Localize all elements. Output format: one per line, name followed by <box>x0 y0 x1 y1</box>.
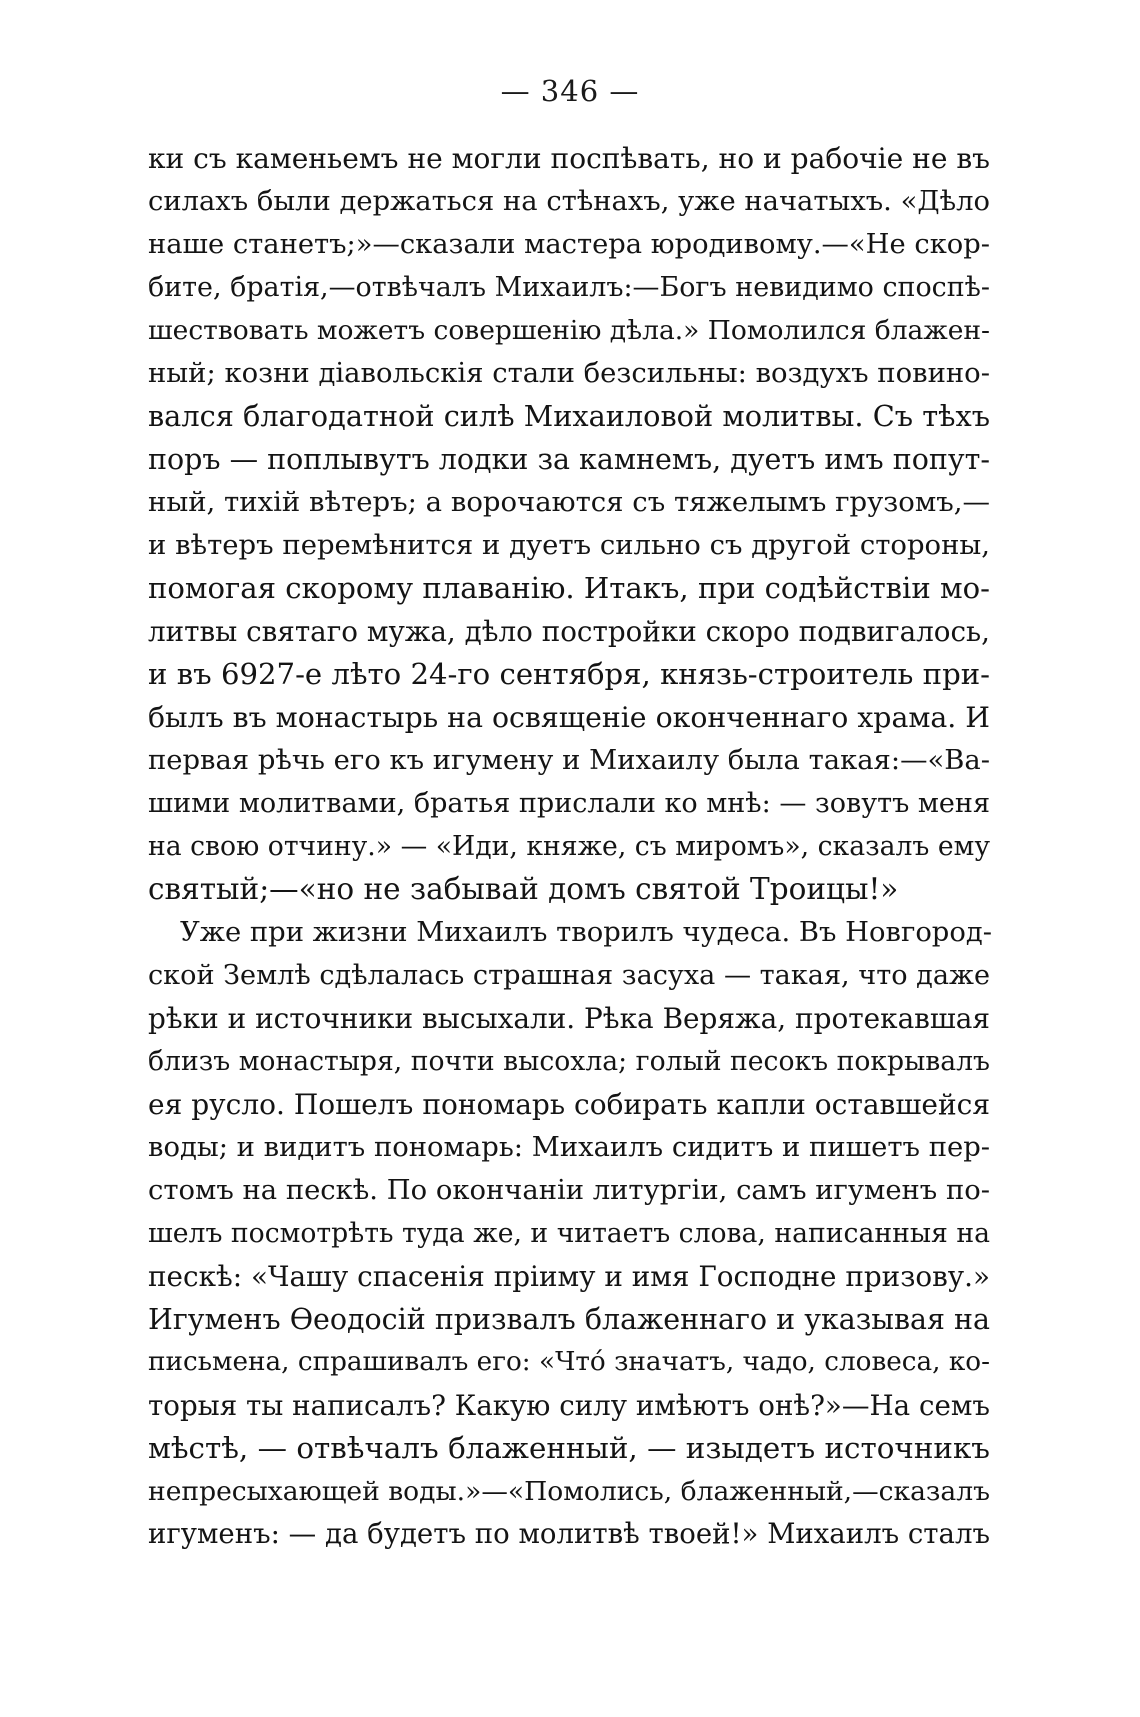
text-line: пескѣ: «Чашу спасенія пріиму и имя Господне призову.» <box>148 1260 990 1293</box>
text-line: и вѣтеръ перемѣнится и дуетъ сильно съ другой стороны, <box>148 529 990 561</box>
body-text <box>148 137 990 1556</box>
text-line: шествовать можетъ совершенію дѣла.» Помолился блажен- <box>148 315 991 346</box>
text-line: шелъ посмотрѣть туда же, и читаетъ слова, написанныя на <box>148 1218 990 1249</box>
text-line: письмена, спрашивалъ его: «Чтó значатъ, чадо, словеса, ко- <box>148 1347 990 1377</box>
text-line: Уже при жизни Михаилъ творилъ чудеса. Въ Новгород- <box>180 917 992 948</box>
text-line: непресыхающей воды.»—«Помолись, блаженный,—сказалъ <box>148 1476 990 1507</box>
text-line: и въ 6927-е лѣто 24-го сентября, князь-строитель при- <box>148 657 990 691</box>
text-line: Игуменъ Ѳеодосій призвалъ блаженнаго и указывая на <box>148 1303 990 1336</box>
paragraph-2 <box>148 911 990 1556</box>
text-line: ки съ каменьемъ не могли поспѣвать, но и рабочіе не въ <box>148 142 990 175</box>
text-line: помогая скорому плаванію. Итакъ, при содѣйствіи мо- <box>148 571 990 605</box>
text-line: поръ — поплывутъ лодки за камнемъ, дуетъ имъ попут- <box>148 443 990 476</box>
text-line: святый;—«но не забывай домъ святой Троицы!» <box>148 872 899 906</box>
text-line: торыя ты написалъ? Какую силу имѣютъ онѣ?»—На семъ <box>148 1389 990 1422</box>
paragraph-1 <box>148 137 990 911</box>
text-line: воды; и видитъ пономарь: Михаилъ сидитъ и пишетъ пер- <box>148 1132 991 1163</box>
text-line: рѣки и источники высыхали. Рѣка Веряжа, протекавшая <box>148 1002 990 1035</box>
text-line: вался благодатной силѣ Михаиловой молитвы. Съ тѣхъ <box>148 399 990 433</box>
text-line: силахъ были держаться на стѣнахъ, уже начатыхъ. «Дѣло <box>148 186 990 217</box>
text-line: литвы святаго мужа, дѣло постройки скоро подвигалось, <box>148 615 990 648</box>
text-line: на свою отчину.» — «Иди, княже, съ миромъ», сказалъ ему <box>148 831 990 862</box>
text-line: близъ монастыря, почти высохла; голый песокъ покрывалъ <box>148 1046 990 1077</box>
text-line: стомъ на пескѣ. По окончаніи литургіи, самъ игуменъ по- <box>148 1175 990 1206</box>
text-line: ской Землѣ сдѣлалась страшная засуха — такая, что даже <box>148 960 990 991</box>
text-line: бите, братія,—отвѣчалъ Михаилъ:—Богъ невидимо споспѣ- <box>148 272 990 303</box>
text-line: мѣстѣ, — отвѣчалъ блаженный, — изыдетъ источникъ <box>148 1431 990 1465</box>
text-line: шими молитвами, братья прислали ко мнѣ: — зовутъ меня <box>148 788 990 819</box>
text-line: ный; козни діавольскія стали безсильны: воздухъ повино- <box>148 358 990 389</box>
text-line: первая рѣчь его къ игумену и Михаилу была такая:—«Ва- <box>148 745 990 776</box>
page-number: — 346 — <box>500 74 640 108</box>
text-line: былъ въ монастырь на освященіе оконченнаго храма. И <box>148 701 990 734</box>
text-line: игуменъ: — да будетъ по молитвѣ твоей!» Михаилъ сталъ <box>148 1518 990 1550</box>
text-line: наше станетъ;»—сказали мастера юродивому.—«Не скор- <box>148 229 990 260</box>
text-line: ея русло. Пошелъ пономарь собирать капли оставшейся <box>148 1088 990 1121</box>
text-line: ный, тихій вѣтеръ; а ворочаются съ тяжелымъ грузомъ,— <box>148 486 990 518</box>
